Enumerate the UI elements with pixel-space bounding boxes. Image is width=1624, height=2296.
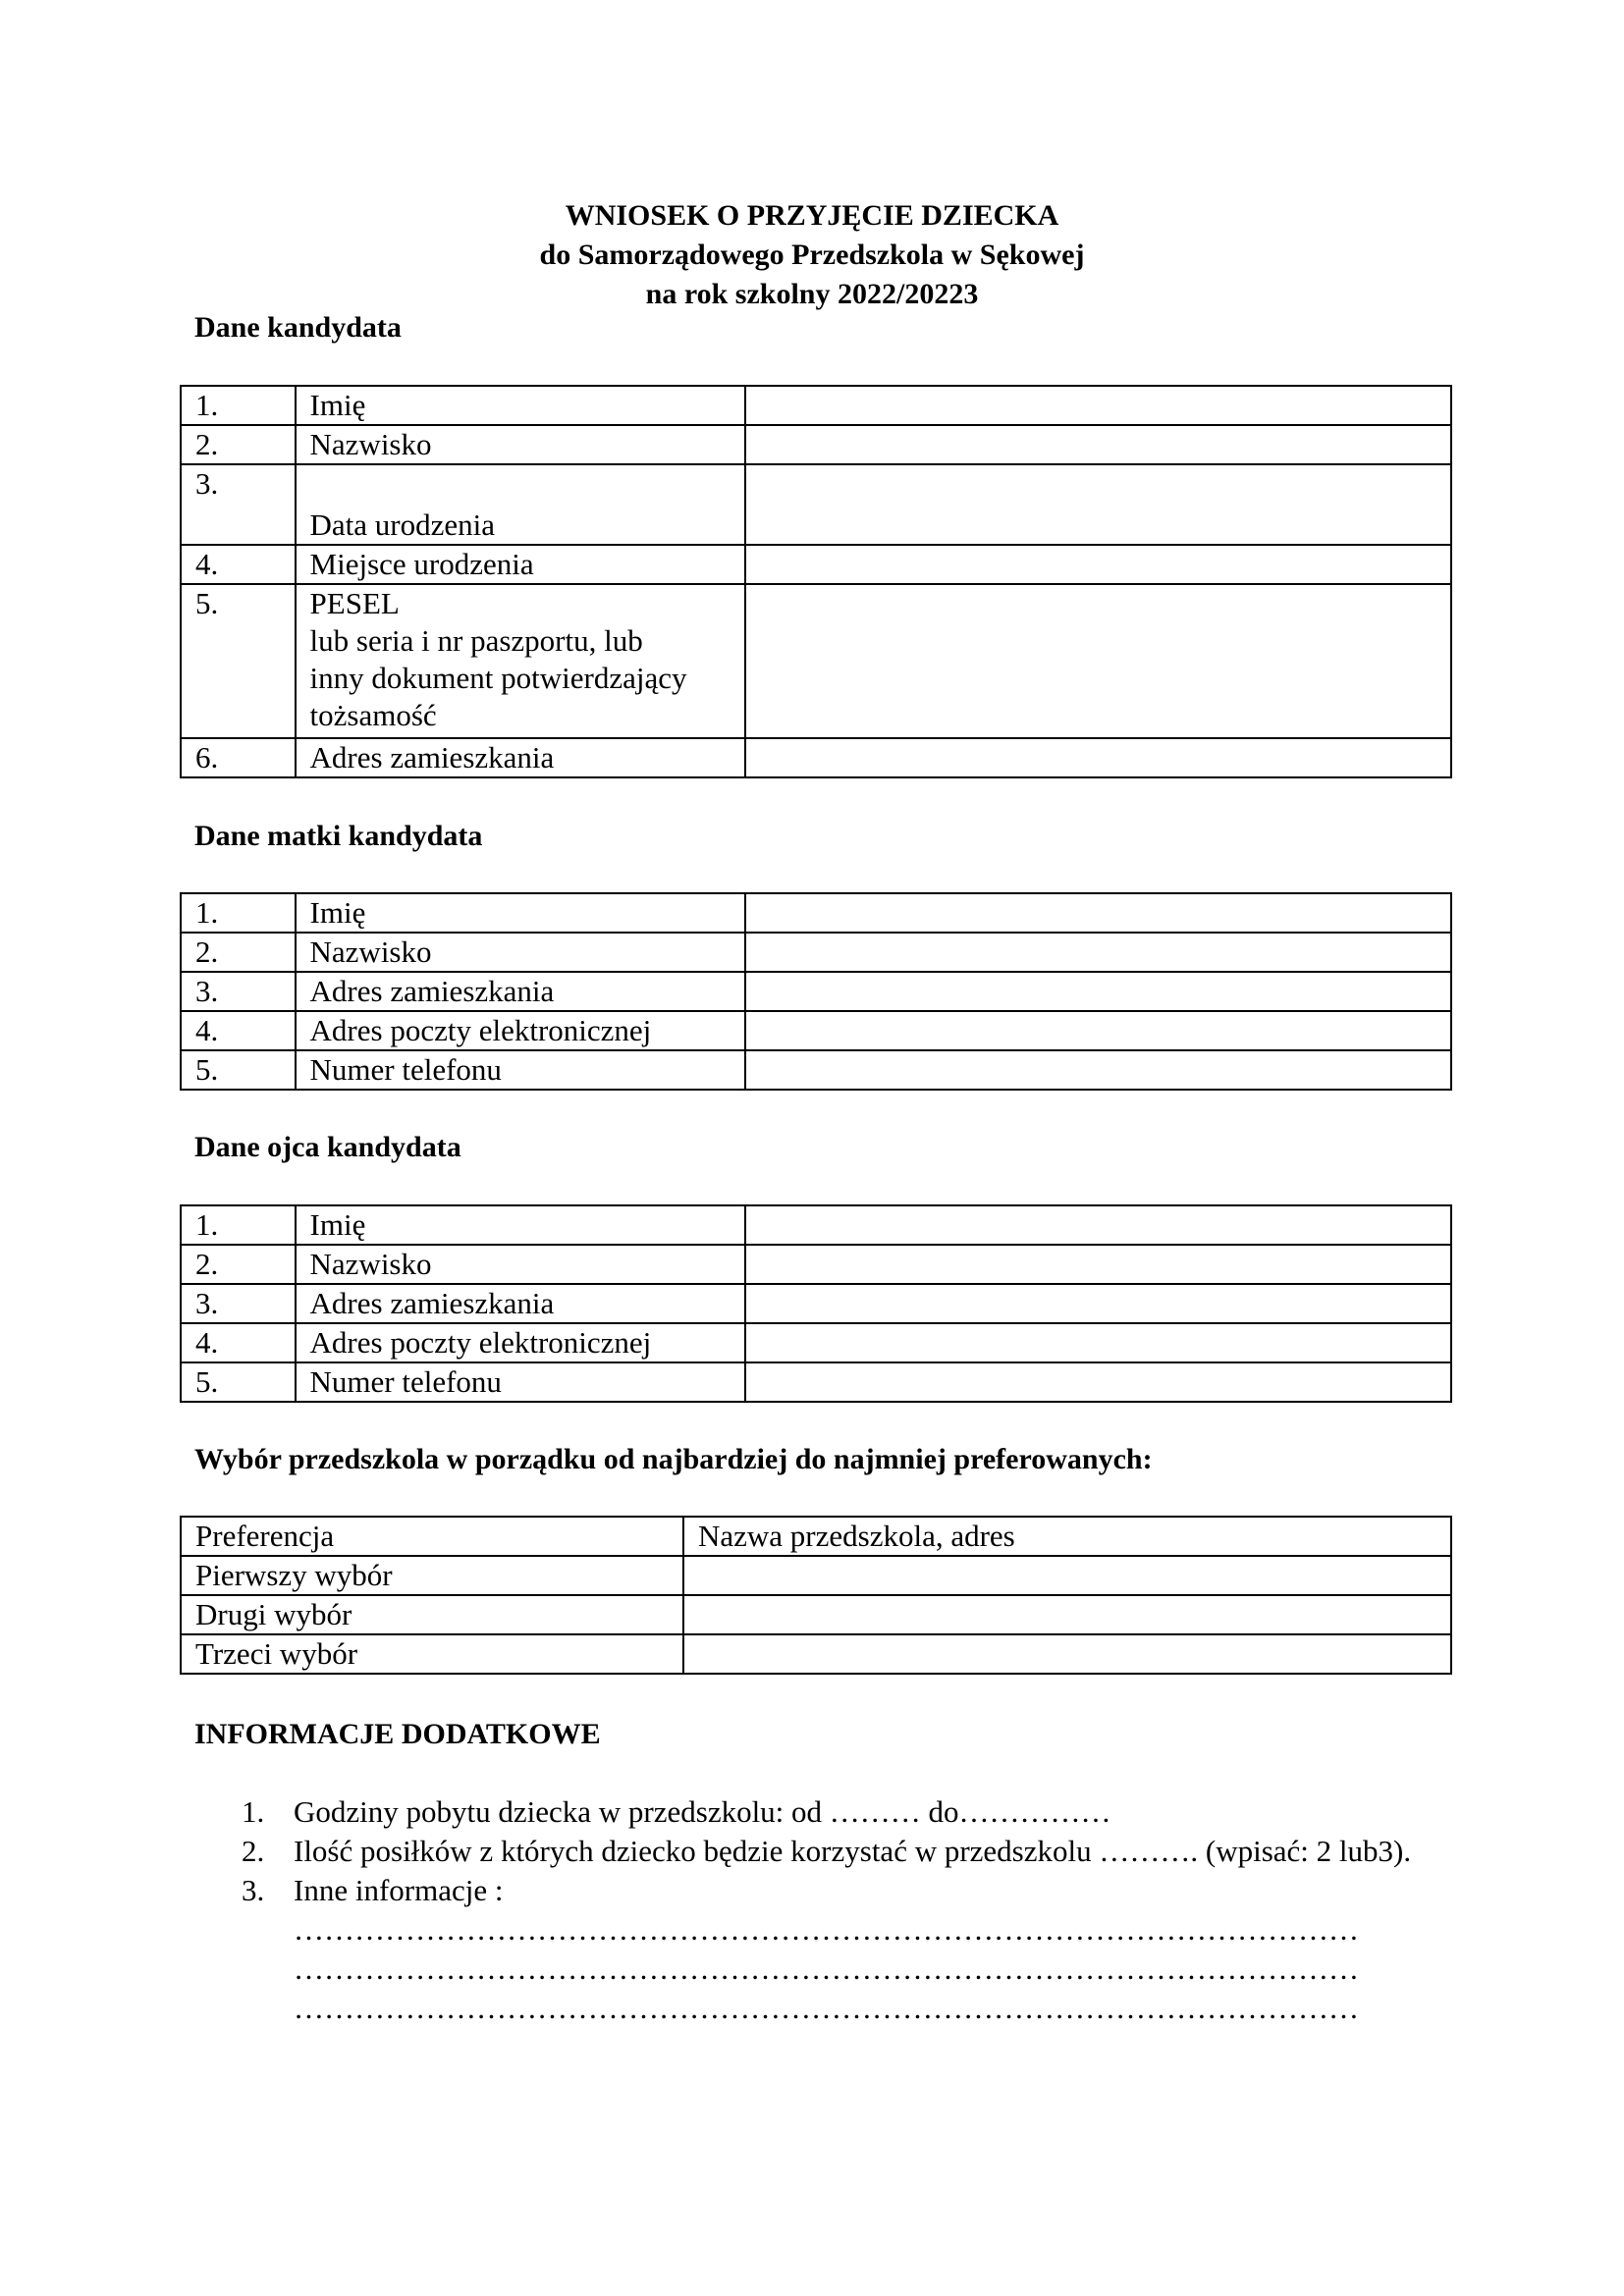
mother-address-field[interactable] <box>745 972 1451 1011</box>
table-row <box>181 1517 1451 1556</box>
candidate-heading: Dane kandydata <box>194 311 402 344</box>
preferences-heading: Wybór przedszkola w porządku od najbardziej do najmniej preferowanych: <box>194 1443 1153 1475</box>
table-row <box>181 972 1451 1011</box>
list-item-text: Inne informacje : <box>294 1873 504 1907</box>
table-row <box>181 1205 1451 1245</box>
mother-first-name-field[interactable] <box>745 893 1451 933</box>
row-number: 3. <box>181 1284 296 1323</box>
list-item-number: 1. <box>242 1794 265 1829</box>
table-row <box>181 1050 1451 1090</box>
father-first-name-field[interactable] <box>745 1205 1451 1245</box>
table-row <box>181 425 1451 464</box>
candidate-birth-place-field[interactable] <box>745 545 1451 584</box>
dotted-line[interactable]: …………………………………………………………………………………………… <box>294 1991 1359 2025</box>
father-email-field[interactable] <box>745 1323 1451 1362</box>
preferences-col2-header: Nazwa przedszkola, adres <box>683 1517 1451 1556</box>
document-title <box>0 196 1624 314</box>
table-row <box>181 1634 1451 1674</box>
row-label: Data urodzenia <box>296 464 745 545</box>
table-row <box>181 1011 1451 1050</box>
table-row <box>181 893 1451 933</box>
title-line-3: na rok szkolny 2022/20223 <box>645 278 979 310</box>
row-label <box>296 584 745 738</box>
list-item <box>242 1871 1449 2028</box>
row-number: 4. <box>181 545 296 584</box>
preferences-col1-header: Preferencja <box>181 1517 683 1556</box>
row-label: Nazwisko <box>296 425 745 464</box>
row-label: Numer telefonu <box>296 1050 745 1090</box>
table-row <box>181 1362 1451 1402</box>
row-number: 1. <box>181 893 296 933</box>
table-row <box>181 1323 1451 1362</box>
mother-table <box>180 892 1452 1091</box>
candidate-address-field[interactable] <box>745 738 1451 777</box>
dotted-line[interactable]: …………………………………………………………………………………………… <box>294 1912 1359 1947</box>
candidate-last-name-field[interactable] <box>745 425 1451 464</box>
row-number: 5. <box>181 1050 296 1090</box>
table-row <box>181 1245 1451 1284</box>
row-label: Adres poczty elektronicznej <box>296 1323 745 1362</box>
father-last-name-field[interactable] <box>745 1245 1451 1284</box>
table-row <box>181 584 1451 738</box>
row-number: 6. <box>181 738 296 777</box>
second-choice-field[interactable] <box>683 1595 1451 1634</box>
candidate-birth-date-field[interactable] <box>745 464 1451 545</box>
list-item-text: Godziny pobytu dziecka w przedszkolu: od ……… do…………… <box>294 1794 1111 1829</box>
table-row <box>181 1284 1451 1323</box>
additional-list <box>242 1792 1449 2028</box>
row-label: Adres zamieszkania <box>296 738 745 777</box>
mother-heading: Dane matki kandydata <box>194 820 483 852</box>
row-number: 2. <box>181 933 296 972</box>
row-label: Drugi wybór <box>181 1595 683 1634</box>
table-row <box>181 738 1451 777</box>
table-row <box>181 386 1451 425</box>
dotted-line[interactable]: …………………………………………………………………………………………… <box>294 1951 1359 1986</box>
table-row <box>181 933 1451 972</box>
row-label-line: tożsamość <box>309 698 437 732</box>
mother-email-field[interactable] <box>745 1011 1451 1050</box>
row-label: Adres zamieszkania <box>296 972 745 1011</box>
row-number: 2. <box>181 1245 296 1284</box>
row-label: Miejsce urodzenia <box>296 545 745 584</box>
third-choice-field[interactable] <box>683 1634 1451 1674</box>
candidate-first-name-field[interactable] <box>745 386 1451 425</box>
list-item-text: Ilość posiłków z których dziecko będzie korzystać w przedszkolu ………. (wpisać: 2 lub3). <box>294 1834 1412 1868</box>
candidate-table <box>180 385 1452 778</box>
preferences-table <box>180 1516 1452 1675</box>
list-item <box>242 1792 1449 1832</box>
row-number: 1. <box>181 386 296 425</box>
table-row <box>181 545 1451 584</box>
row-label: Pierwszy wybór <box>181 1556 683 1595</box>
candidate-pesel-field[interactable] <box>745 584 1451 738</box>
row-label: Imię <box>296 893 745 933</box>
table-row <box>181 1595 1451 1634</box>
additional-heading: INFORMACJE DODATKOWE <box>194 1718 601 1750</box>
title-line-1: WNIOSEK O PRZYJĘCIE DZIECKA <box>565 199 1059 232</box>
list-item <box>242 1832 1449 1871</box>
row-number: 3. <box>181 972 296 1011</box>
father-table <box>180 1204 1452 1403</box>
row-number: 4. <box>181 1323 296 1362</box>
row-label: Nazwisko <box>296 933 745 972</box>
row-label: Imię <box>296 1205 745 1245</box>
row-number: 3. <box>181 464 296 545</box>
table-row <box>181 464 1451 545</box>
row-number: 1. <box>181 1205 296 1245</box>
mother-phone-field[interactable] <box>745 1050 1451 1090</box>
row-label: Trzeci wybór <box>181 1634 683 1674</box>
row-label: Numer telefonu <box>296 1362 745 1402</box>
father-heading: Dane ojca kandydata <box>194 1131 461 1163</box>
row-label-line: inny dokument potwierdzający <box>309 661 687 695</box>
row-label: Adres zamieszkania <box>296 1284 745 1323</box>
father-phone-field[interactable] <box>745 1362 1451 1402</box>
mother-last-name-field[interactable] <box>745 933 1451 972</box>
row-number: 4. <box>181 1011 296 1050</box>
father-address-field[interactable] <box>745 1284 1451 1323</box>
first-choice-field[interactable] <box>683 1556 1451 1595</box>
row-label: Adres poczty elektronicznej <box>296 1011 745 1050</box>
row-label: Imię <box>296 386 745 425</box>
row-label-line: lub seria i nr paszportu, lub <box>309 623 643 658</box>
row-number: 5. <box>181 584 296 738</box>
list-item-number: 3. <box>242 1873 265 1907</box>
list-item-number: 2. <box>242 1834 265 1868</box>
row-number: 5. <box>181 1362 296 1402</box>
row-label-line: PESEL <box>309 586 400 620</box>
title-line-2: do Samorządowego Przedszkola w Sękowej <box>539 239 1085 271</box>
row-label: Nazwisko <box>296 1245 745 1284</box>
table-row <box>181 1556 1451 1595</box>
row-number: 2. <box>181 425 296 464</box>
